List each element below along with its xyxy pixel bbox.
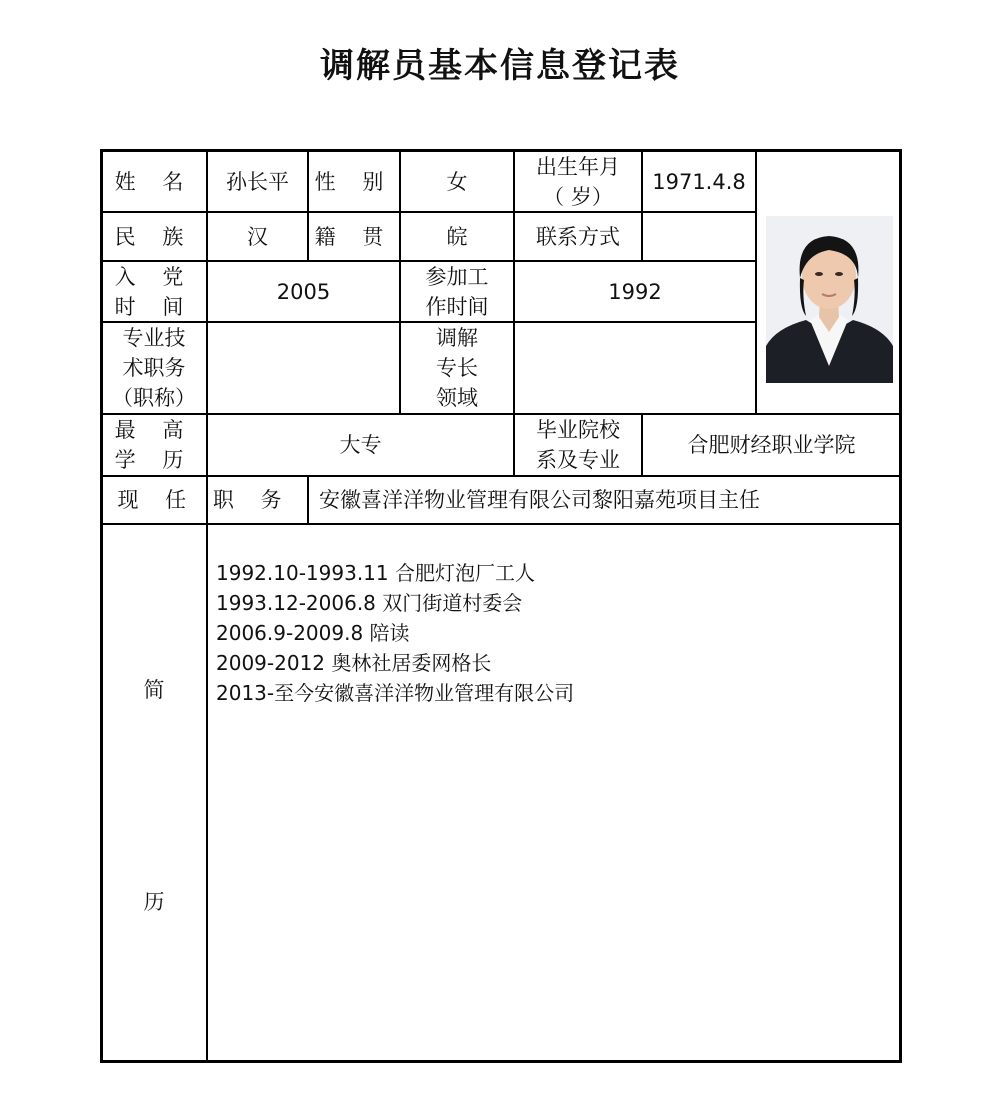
ethnicity-label: 民 族 — [114, 224, 194, 249]
resume-list — [216, 558, 816, 708]
education-label: 最 高 学 历 — [114, 418, 194, 472]
resume-entry: 1992.10-1993.11 合肥灯泡厂工人 — [216, 561, 535, 585]
row-divider — [100, 523, 902, 525]
resume-label-second-char: 历 — [143, 890, 165, 914]
birth-label: 出生年月 （ 岁） — [536, 154, 620, 209]
name-label: 姓 名 — [114, 169, 194, 194]
mediation-specialty-label: 调解 专长 领域 — [436, 326, 478, 410]
school-label: 毕业院校 系及专业 — [536, 418, 620, 472]
name-value: 孙长平 — [226, 169, 289, 194]
column-divider — [755, 150, 757, 414]
origin-value: 皖 — [446, 224, 468, 249]
contact-value — [643, 213, 755, 260]
ethnicity-value: 汉 — [247, 224, 268, 249]
form-title: 调解员基本信息登记表 — [320, 46, 680, 86]
portrait-image — [766, 216, 893, 383]
portrait-photo — [766, 216, 893, 383]
contact-label: 联系方式 — [536, 224, 620, 249]
education-value: 大专 — [339, 433, 382, 457]
resume-entry: 1993.12-2006.8 双门街道村委会 — [216, 591, 523, 615]
resume-label-first-char: 简 — [143, 678, 165, 702]
professional-title-label: 专业技 术职务 （职称） — [112, 326, 196, 410]
position-label: 现 任 职 务 — [117, 488, 292, 512]
party-value: 2005 — [276, 279, 331, 304]
position-value: 安徽喜洋洋物业管理有限公司黎阳嘉苑项目主任 — [319, 488, 760, 512]
origin-label: 籍 贯 — [314, 224, 394, 249]
gender-value: 女 — [446, 169, 468, 194]
resume-entry: 2009-2012 奥林社居委网格长 — [216, 651, 492, 675]
school-value: 合肥财经职业学院 — [687, 433, 856, 457]
resume-entry: 2013-至今安徽喜洋洋物业管理有限公司 — [216, 681, 575, 705]
work-start-value: 1992 — [608, 279, 662, 304]
resume-entry: 2006.9-2009.8 陪读 — [216, 621, 410, 645]
work-start-label: 参加工 作时间 — [425, 264, 489, 319]
party-label: 入 党 时 间 — [114, 264, 194, 319]
gender-label: 性 别 — [314, 169, 394, 194]
birth-value: 1971.4.8 — [652, 169, 746, 194]
professional-title-value — [208, 323, 399, 413]
mediation-specialty-value — [515, 323, 755, 413]
